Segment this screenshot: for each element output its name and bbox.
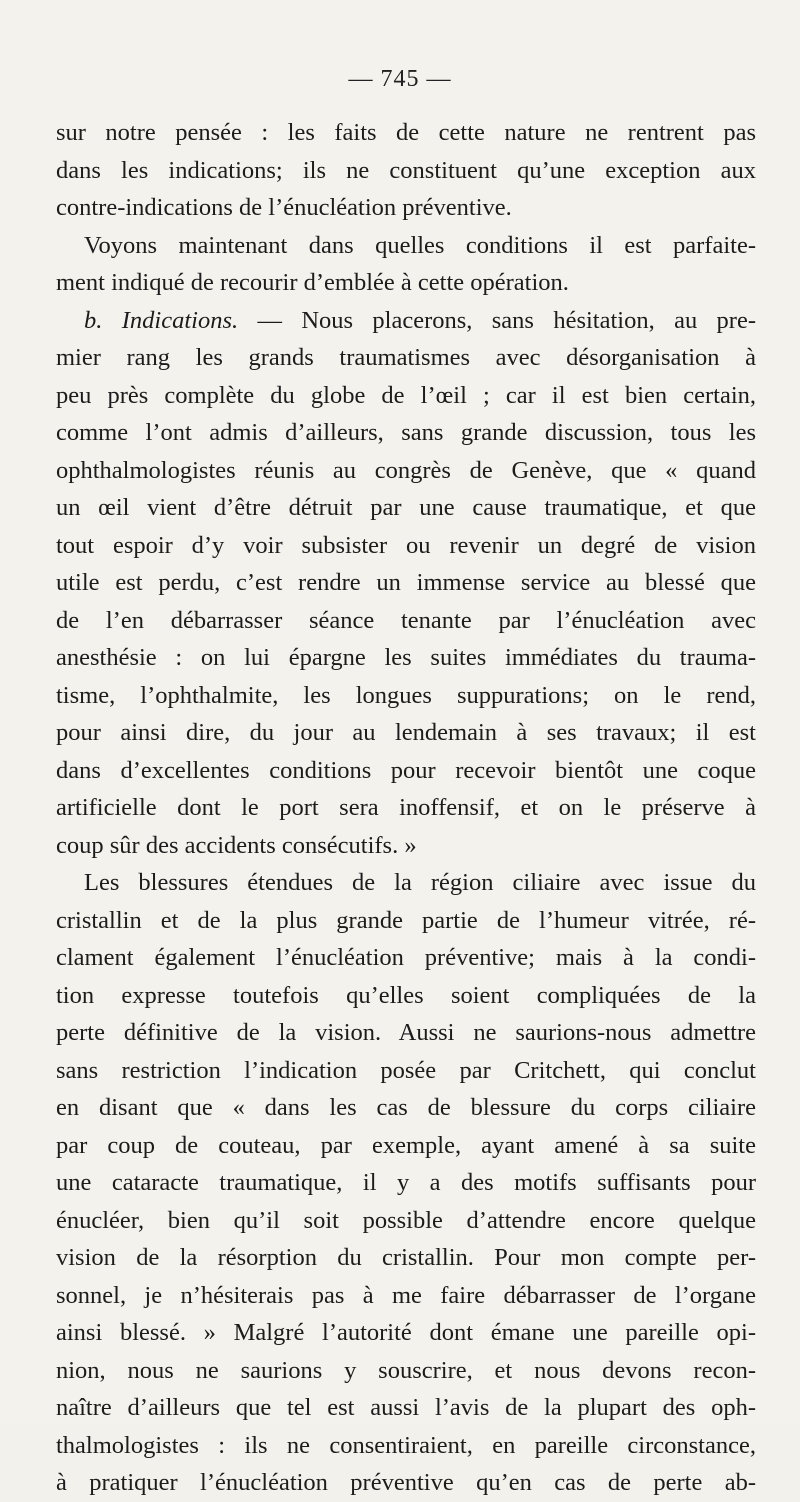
text-line: tion expresse toutefois qu’elles soient compliquées de la [56,981,756,1009]
text-line: cristallin et de la plus grande partie de l’humeur vitrée, ré- [56,906,756,934]
text-line: Voyons maintenant dans quelles conditions il est parfaite- [84,231,756,259]
text-line: coup sûr des accidents consécutifs. » [56,831,417,859]
text-line: ophthalmologistes réunis au congrès de Genève, que « quand [56,456,756,484]
text-line: dans les indications; ils ne constituent qu’une exception aux [56,156,756,184]
text-line: thalmologistes : ils ne consentiraient, en pareille circonstance, [56,1431,756,1459]
text-line: sur notre pensée : les faits de cette nature ne rentrent pas [56,119,756,146]
page-number: — 745 — [348,66,452,92]
text-line: Les blessures étendues de la région ciliaire avec issue du [84,869,756,896]
body-text [56,114,756,1502]
text-line: une cataracte traumatique, il y a des motifs suffisants pour [56,1169,756,1196]
text-line: peu près complète du globe de l’œil ; car il est bien certain, [56,381,756,409]
text-line: sans restriction l’indication posée par Critchett, qui conclut [56,1056,756,1084]
text-line: en disant que « dans les cas de blessure du corps ciliaire [56,1094,756,1121]
text-line: pour ainsi dire, du jour au lendemain à ses travaux; il est [56,719,756,746]
text-line: clament également l’énucléation préventive; mais à la condi- [56,944,756,971]
text-line: par coup de couteau, par exemple, ayant amené à sa suite [56,1131,756,1159]
text-line: mier rang les grands traumatismes avec désorganisation à [56,344,756,371]
text-line: perte définitive de la vision. Aussi ne saurions-nous admettre [56,1019,756,1046]
text-line: naître d’ailleurs que tel est aussi l’avis de la plupart des oph- [56,1394,756,1421]
text-line: artificielle dont le port sera inoffensif, et on le préserve à [56,794,756,821]
text-line: dans d’excellentes conditions pour recevoir bientôt une coque [56,756,756,784]
text-line: comme l’ont admis d’ailleurs, sans grande discussion, tous les [56,419,756,446]
text-line: sonnel, je n’hésiterais pas à me faire débarrasser de l’organe [56,1281,756,1309]
text-line-rest: — Nous placerons, sans hésitation, au pre- [257,306,756,334]
text-line: ment indiqué de recourir d’emblée à cette opération. [56,269,569,296]
text-line-with-heading [56,302,756,340]
text-line: utile est perdu, c’est rendre un immense service au blessé que [56,569,756,596]
section-heading-b: b. Indications. [84,306,239,334]
text-line: vision de la résorption du cristallin. Pour mon compte per- [56,1244,756,1271]
text-line: énucléer, bien qu’il soit possible d’attendre encore quelque [56,1206,756,1234]
text-line: tout espoir d’y voir subsister ou revenir un degré de vision [56,531,756,559]
text-line: contre-indications de l’énucléation préventive. [56,194,512,221]
text-line: ainsi blessé. » Malgré l’autorité dont émane une pareille opi- [56,1319,756,1346]
text-line: à pratiquer l’énucléation préventive qu’en cas de perte ab- [56,1469,756,1496]
text-line: un œil vient d’être détruit par une cause traumatique, et que [56,494,756,521]
text-line: de l’en débarrasser séance tenante par l’énucléation avec [56,606,756,634]
text-line: tisme, l’ophthalmite, les longues suppurations; on le rend, [56,681,756,709]
text-line: anesthésie : on lui épargne les suites immédiates du trauma- [56,644,756,671]
text-line: nion, nous ne saurions y souscrire, et nous devons recon- [56,1356,756,1384]
